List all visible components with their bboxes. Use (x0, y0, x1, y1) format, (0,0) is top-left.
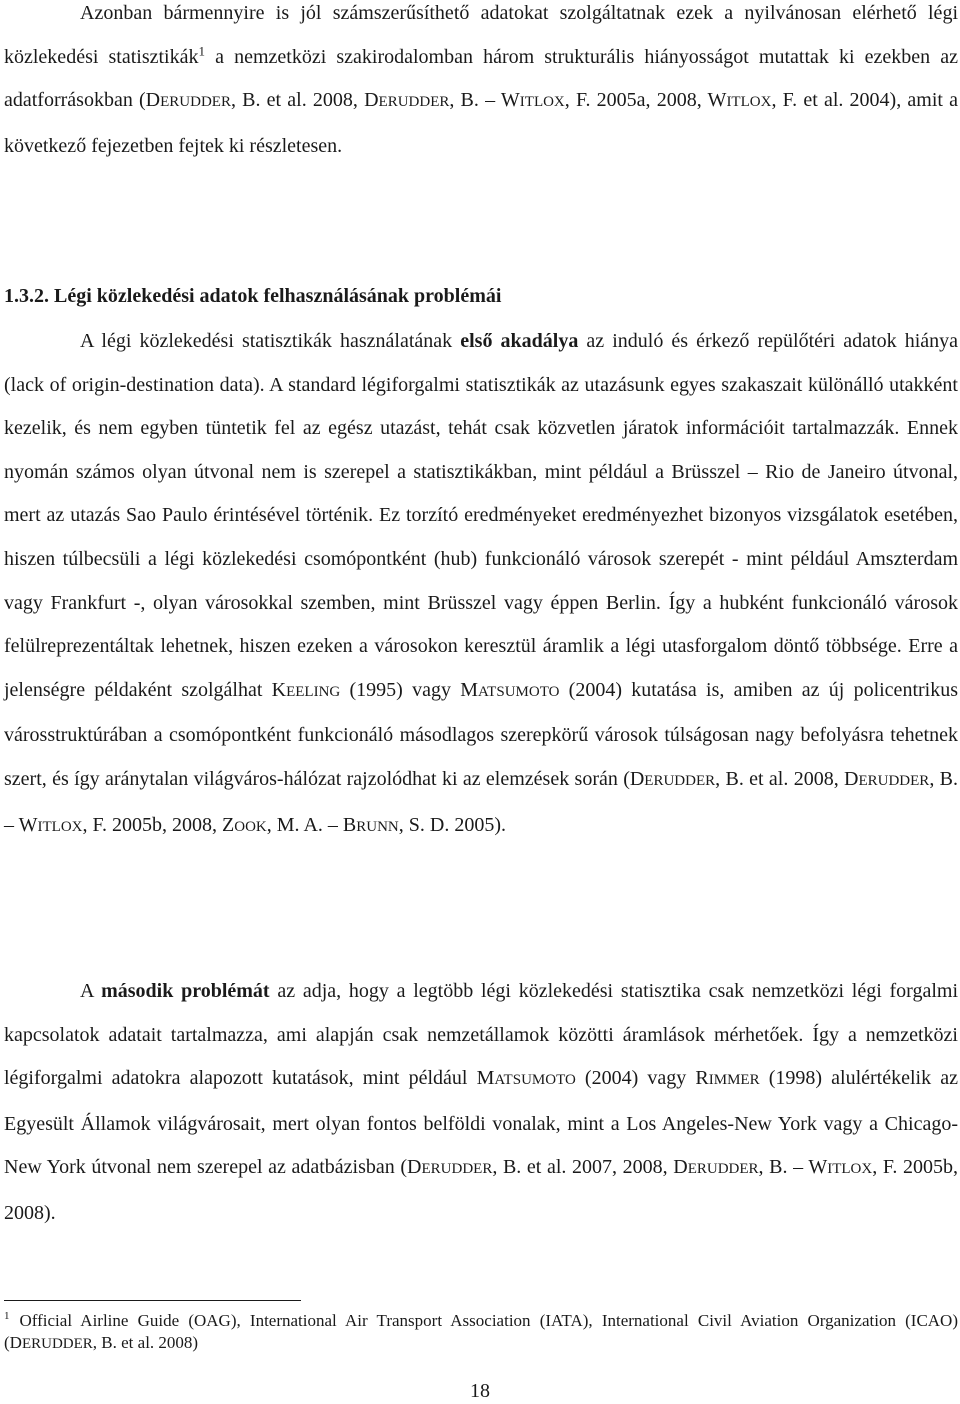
text: , B. – W (449, 89, 520, 112)
footnote-number: 1 (4, 1310, 10, 1323)
author-name: ITLOX (726, 94, 772, 111)
text: (2004) vagy R (575, 1067, 709, 1090)
text: , B. et al. 2008, D (230, 89, 379, 112)
footnote-divider (4, 1300, 301, 1301)
footnote-ref: 1 (198, 42, 205, 58)
text: az induló és érkező repülőtéri adatok hiánya (lack of origin-destination data). A standard légiforgalmi statisztikák az utazásunk egyes szakaszait különálló utakként kezelik, és nem egyben tüntetik fel az egész utazást, tehát csak közvetlen járatok információit tartalmazzák. Ennek nyomán számos olyan útvonal nem is szerepel a statisztikákban, mint például a Brüsszel – Rio de Janeiro útvonal, mert az utazás Sao Paulo érintésével történik. Ez torzító eredményeket eredményezhet bizonyos vizsgálatok esetében, hiszen túlbecsüli a légi közlekedési csomópontként (hub) funkcionáló városok szerepét - mint például Amszterdam vagy Frankfurt -, olyan városokkal szemben, mint Brüsszel vagy éppen Berlin. Így a hubként funkcionáló városok felülreprezentáltak lehetnek, hiszen ezeken a városokon keresztül áramlik a légi utasforgalom döntő többsége. Erre a jelenségre példaként szolgálhat K (4, 330, 958, 701)
text: , B. et al. 2008) (92, 1333, 199, 1352)
text: Official Airline Guide (OAG), International Air Transport Association (IATA), International Civil Aviation Organization (ICAO) (D (4, 1311, 958, 1352)
author-name: ERUDDER (378, 94, 450, 111)
text: , F. 2005b, 2008, Z (82, 813, 235, 836)
author-name: ERUDDER (21, 1336, 93, 1352)
text: , B. et al. 2008, D (715, 767, 859, 790)
footnote (4, 1310, 958, 1355)
author-name: ERUDDER (858, 772, 930, 789)
text: , B. – W (758, 1156, 828, 1179)
emphasis: második problémát (101, 980, 270, 1002)
text: , F. et al. 2004), amit a következő fejezetben fejtek ki részletesen. (4, 89, 959, 157)
text: (1995) vagy M (340, 678, 479, 701)
author-name: ERUDDER (687, 1161, 759, 1178)
text: Azonban bármennyire is jól számszerűsíthető adatokat szolgáltatnak ezek a nyilvánosan elérhető légi közlekedési statisztikák (4, 2, 958, 68)
author-name: RUNN (356, 818, 399, 835)
text: , B. – W (4, 767, 958, 836)
author-name: ITLOX (519, 94, 565, 111)
paragraph-second-problem (4, 970, 958, 1236)
paragraph-first-problem (4, 320, 958, 849)
page-number: 18 (470, 1380, 490, 1402)
text: , S. D. 2005). (398, 813, 506, 836)
text: (1998) alulértékelik az Egyesült Államok világvárosait, mert olyan fontos belföldi vonalak, mint a Los Angeles-New York vagy a Chicago-New York útvonal nem szerepel az adatbázisban (D (4, 1067, 958, 1179)
author-name: ERUDDER (644, 772, 716, 789)
text: A (80, 980, 102, 1002)
emphasis: első akadálya (460, 330, 579, 352)
text: a nemzetközi szakirodalomban három strukturális hiányosságot mutattak ki ezekben az adatforrásokban (D (4, 45, 959, 112)
text: , B. et al. 2007, 2008, D (492, 1156, 688, 1179)
section-heading: 1.3.2. Légi közlekedési adatok felhasználásának problémái (4, 285, 502, 307)
text: (2004) kutatása is, amiben az új policentrikus városstruktúrában a csomópontként funkcionáló másodlagos szerepkörű városok túlságosan nagy befolyásra tehetnek szert, és így aránytalan világváros-hálózat rajzolódhat ki az elemzések során (D (4, 678, 958, 790)
author-name: OOK (234, 818, 267, 835)
paragraph-intro (4, 0, 958, 168)
author-name: ERUDDER (421, 1161, 493, 1178)
author-name: IMMER (708, 1072, 760, 1089)
author-name: ATSUMOTO (478, 683, 560, 700)
author-name: ITLOX (827, 1161, 873, 1178)
text: A légi közlekedési statisztikák használatának (80, 330, 461, 352)
author-name: ITLOX (37, 818, 83, 835)
text: , F. 2005a, 2008, W (564, 89, 727, 112)
text: az adja, hogy a legtöbb légi közlekedési statisztika csak nemzetközi légi forgalmi kapcsolatok adatait tartalmazza, ami alapján csak nemzetállamok közötti áramlások mérhetőek. Így a nemzetközi légiforgalmi adatokra alapozott kutatások, mint például M (4, 980, 959, 1090)
author-name: EELING (286, 683, 341, 700)
author-name: ATSUMOTO (494, 1072, 576, 1089)
text: , M. A. – B (266, 813, 357, 836)
text: , F. 2005b, 2008). (4, 1156, 958, 1224)
author-name: ERUDDER (160, 94, 231, 111)
